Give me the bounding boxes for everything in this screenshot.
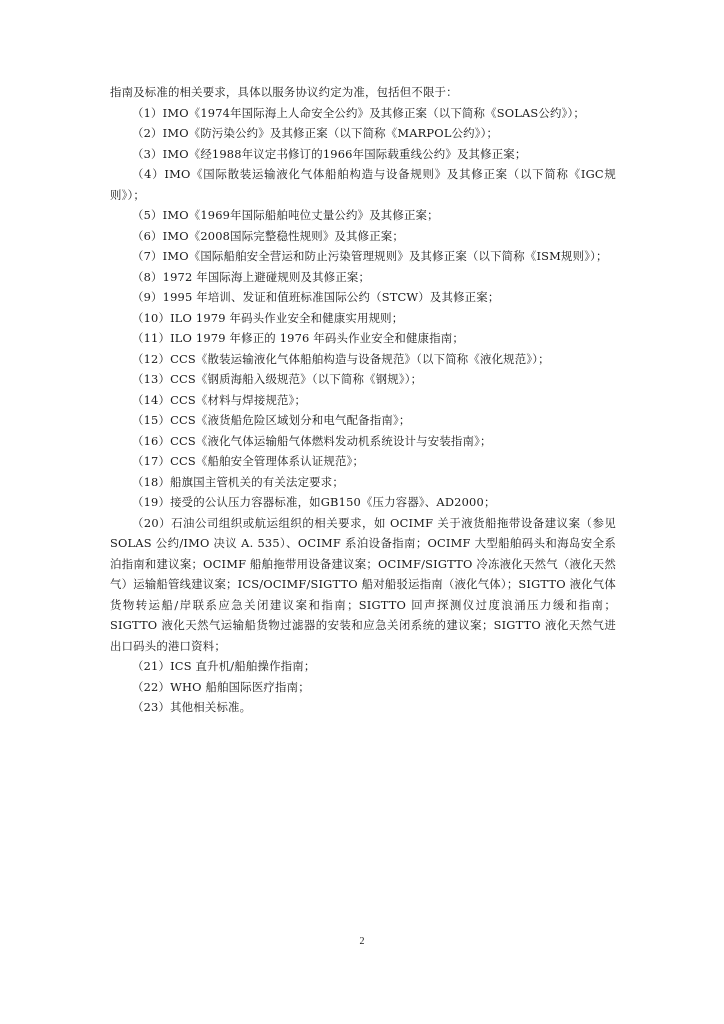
list-item: （12）CCS《散装运输液化气体船舶构造与设备规范》（以下简称《液化规范》）； <box>132 351 550 366</box>
list-item: （21）ICS 直升机/船舶操作指南； <box>132 659 316 673</box>
list-item: （17）CCS《船舶安全管理体系认证规范》； <box>132 454 365 468</box>
list-item: （6）IMO《2008国际完整稳性规则》及其修正案； <box>132 228 404 243</box>
list-item: （4）IMO《国际散装运输液化气体船舶构造与设备规则》及其修正案（以下简称《IGC规则》）； <box>110 167 616 202</box>
list-item: （15）CCS《液货船危险区域划分和电气配备指南》； <box>132 413 411 427</box>
list-item: （19）接受的公认压力容器标准，如GB150《压力容器》、AD2000； <box>132 495 496 509</box>
intro-paragraph: 指南及标准的相关要求，具体以服务协议约定为准，包括但不限于： <box>110 85 458 99</box>
list-item: （7）IMO《国际船舶安全营运和防止污染管理规则》及其修正案（以下简称《ISM规则》）； <box>132 249 608 263</box>
list-item: （8）1972 年国际海上避碰规则及其修正案； <box>132 269 371 284</box>
list-item: （9）1995 年培训、发证和值班标准国际公约（STCW）及其修正案； <box>132 290 500 304</box>
list-item: （23）其他相关标准。 <box>132 700 252 714</box>
list-item: （20）石油公司组织或航运组织的相关要求，如 OCIMF 关于液货船拖带设备建议案（参见 SOLAS 公约/IMO 决议 A. 535）、OCIMF 系泊设备指南；OCIMF 大型船舶码头和海岛安全系泊指南和建议案；OCIMF 船舶拖带用设备建议案；OCIMF/SIGTTO 冷冻液化天然气（液化天然气）运输船管线建议案；ICS/OCIMF/SIGTTO 船对船驳运指南（液化气体）；SIGTTO 液化气体货物转运船/岸联系应急关闭建议案和指南；SIGTTO 回声探测仪过度浪涌压力缓和指南；SIGTTO 液化天然气运输船货物过滤器的安装和应急关闭系统的建议案；SIGTTO 液化天然气进出口码头的港口资料； <box>110 515 616 653</box>
list-item: （5）IMO《1969年国际船舶吨位丈量公约》及其修正案； <box>132 208 439 222</box>
list-item: （22）WHO 船舶国际医疗指南； <box>132 679 310 694</box>
page-number: 2 <box>359 936 365 947</box>
list-item: （1）IMO《1974年国际海上人命安全公约》及其修正案（以下简称《SOLAS公约》）； <box>132 105 585 120</box>
list-item: （2）IMO《防污染公约》及其修正案（以下简称《MARPOL公约》）； <box>132 126 499 140</box>
list-item: （3）IMO《经1988年议定书修订的1966年国际载重线公约》及其修正案； <box>132 146 527 161</box>
list-item: （14）CCS《材料与焊接规范》； <box>132 392 307 407</box>
list-item: （11）ILO 1979 年修正的 1976 年码头作业安全和健康指南； <box>132 331 464 345</box>
list-item: （10）ILO 1979 年码头作业安全和健康实用规则； <box>132 310 404 325</box>
list-item: （13）CCS《钢质海船入级规范》（以下简称《钢规》）； <box>132 372 423 386</box>
list-item: （16）CCS《液化气体运输船气体燃料发动机系统设计与安装指南》； <box>132 433 492 448</box>
list-item: （18）船旗国主管机关的有关法定要求； <box>132 474 344 489</box>
document-body <box>110 82 616 718</box>
